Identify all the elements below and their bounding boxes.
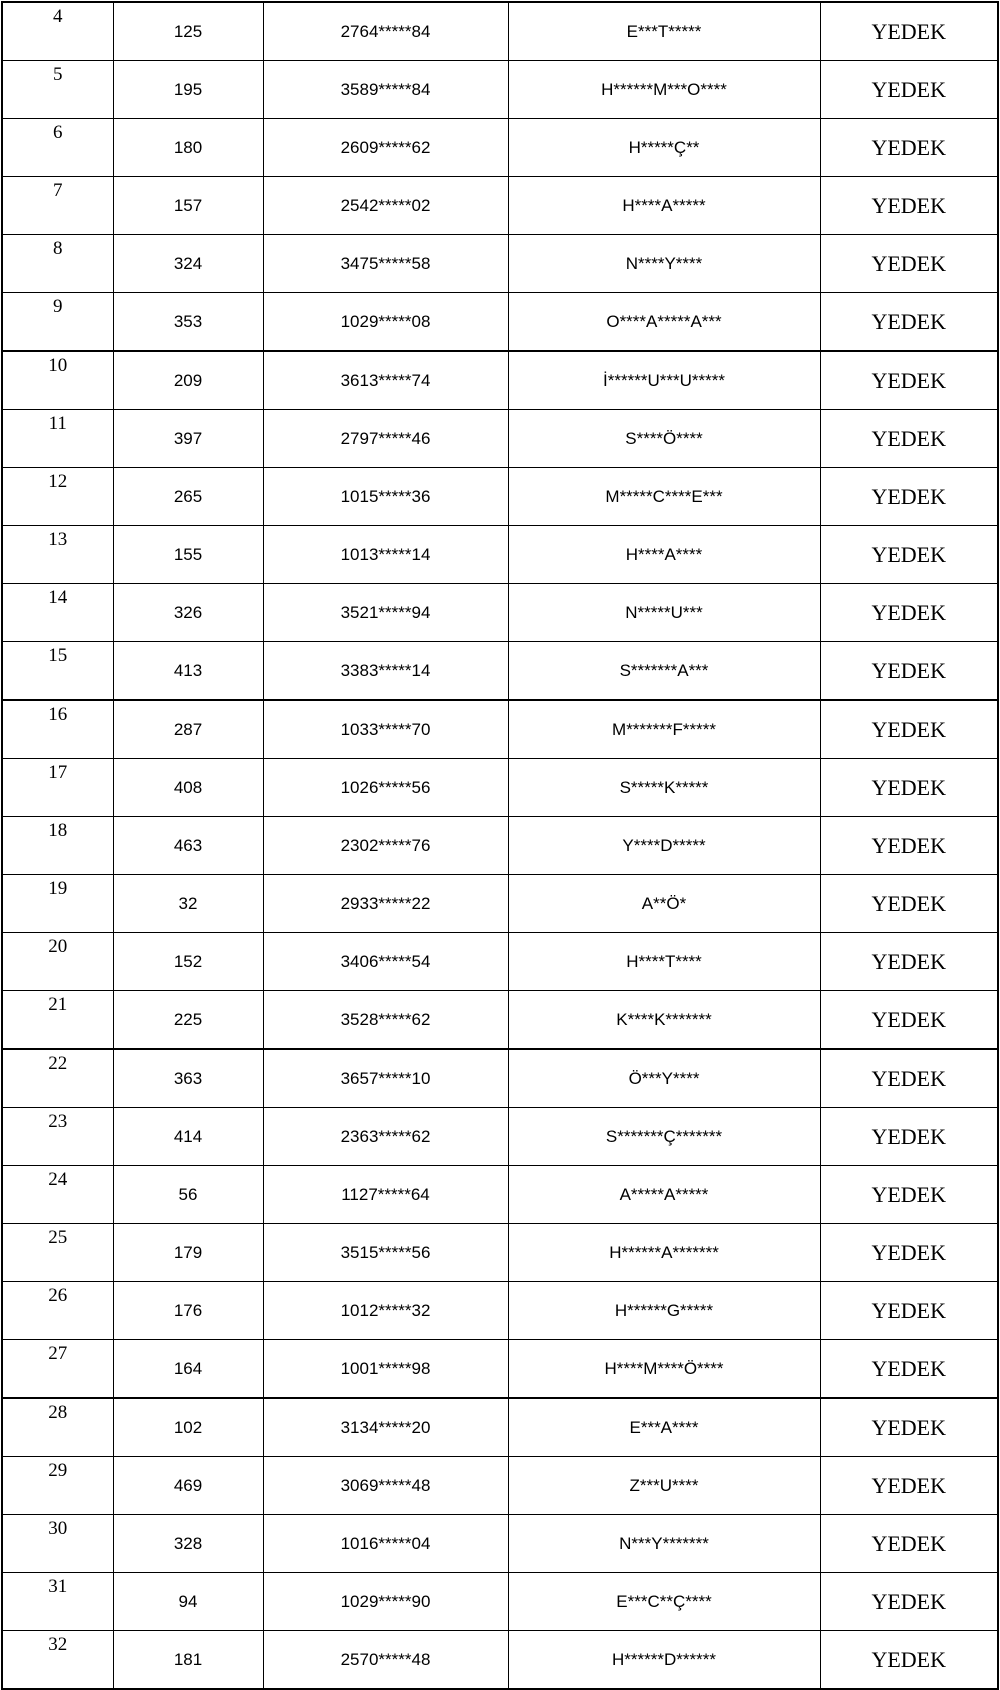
id-number-cell: 3069*****48 [263,1457,508,1515]
table-row [2,2,998,61]
masked-name-cell: H****A***** [508,177,820,235]
masked-name-cell: A*****A***** [508,1166,820,1224]
table-row [2,817,998,875]
application-number-cell: 179 [113,1224,263,1282]
application-number-cell: 157 [113,177,263,235]
application-number-cell: 152 [113,933,263,991]
table-row [2,177,998,235]
row-number-cell: 12 [2,468,113,526]
table-row [2,1457,998,1515]
id-number-cell: 3528*****62 [263,991,508,1050]
status-cell: YEDEK [820,875,998,933]
row-number-cell: 30 [2,1515,113,1573]
row-number-cell: 27 [2,1340,113,1399]
results-table-body [2,2,998,1689]
id-number-cell: 2609*****62 [263,119,508,177]
masked-name-cell: H******A******* [508,1224,820,1282]
table-row [2,61,998,119]
application-number-cell: 225 [113,991,263,1050]
id-number-cell: 3515*****56 [263,1224,508,1282]
application-number-cell: 195 [113,61,263,119]
status-cell: YEDEK [820,1340,998,1399]
status-cell: YEDEK [820,2,998,61]
row-number-cell: 9 [2,293,113,352]
application-number-cell: 326 [113,584,263,642]
status-cell: YEDEK [820,177,998,235]
table-row [2,875,998,933]
masked-name-cell: S*******Ç******* [508,1108,820,1166]
id-number-cell: 3521*****94 [263,584,508,642]
status-cell: YEDEK [820,1108,998,1166]
application-number-cell: 32 [113,875,263,933]
table-row [2,1340,998,1399]
status-cell: YEDEK [820,1282,998,1340]
masked-name-cell: H****T**** [508,933,820,991]
row-number-cell: 23 [2,1108,113,1166]
masked-name-cell: E***C**Ç**** [508,1573,820,1631]
row-number-cell: 7 [2,177,113,235]
masked-name-cell: H****A**** [508,526,820,584]
masked-name-cell: N*****U*** [508,584,820,642]
status-cell: YEDEK [820,1224,998,1282]
id-number-cell: 2363*****62 [263,1108,508,1166]
application-number-cell: 287 [113,700,263,759]
status-cell: YEDEK [820,1515,998,1573]
row-number-cell: 28 [2,1398,113,1457]
status-cell: YEDEK [820,1166,998,1224]
row-number-cell: 14 [2,584,113,642]
row-number-cell: 25 [2,1224,113,1282]
results-table [1,1,999,1690]
application-number-cell: 413 [113,642,263,701]
id-number-cell: 1026*****56 [263,759,508,817]
row-number-cell: 19 [2,875,113,933]
table-row [2,1282,998,1340]
row-number-cell: 17 [2,759,113,817]
application-number-cell: 463 [113,817,263,875]
application-number-cell: 176 [113,1282,263,1340]
table-row [2,235,998,293]
masked-name-cell: S*****K***** [508,759,820,817]
status-cell: YEDEK [820,1049,998,1108]
table-row [2,1398,998,1457]
application-number-cell: 328 [113,1515,263,1573]
id-number-cell: 2570*****48 [263,1631,508,1690]
id-number-cell: 2764*****84 [263,2,508,61]
masked-name-cell: S****Ö**** [508,410,820,468]
table-row [2,1515,998,1573]
table-row [2,759,998,817]
id-number-cell: 1029*****08 [263,293,508,352]
masked-name-cell: H******D****** [508,1631,820,1690]
status-cell: YEDEK [820,351,998,410]
id-number-cell: 2797*****46 [263,410,508,468]
row-number-cell: 15 [2,642,113,701]
status-cell: YEDEK [820,642,998,701]
id-number-cell: 2302*****76 [263,817,508,875]
masked-name-cell: M*******F***** [508,700,820,759]
masked-name-cell: M*****C****E*** [508,468,820,526]
table-row [2,1224,998,1282]
id-number-cell: 3657*****10 [263,1049,508,1108]
status-cell: YEDEK [820,235,998,293]
status-cell: YEDEK [820,61,998,119]
masked-name-cell: N***Y******* [508,1515,820,1573]
status-cell: YEDEK [820,584,998,642]
table-row [2,293,998,352]
id-number-cell: 1012*****32 [263,1282,508,1340]
row-number-cell: 29 [2,1457,113,1515]
row-number-cell: 20 [2,933,113,991]
table-row [2,119,998,177]
id-number-cell: 3383*****14 [263,642,508,701]
status-cell: YEDEK [820,293,998,352]
status-cell: YEDEK [820,933,998,991]
masked-name-cell: A**Ö* [508,875,820,933]
status-cell: YEDEK [820,759,998,817]
masked-name-cell: E***T***** [508,2,820,61]
application-number-cell: 414 [113,1108,263,1166]
application-number-cell: 102 [113,1398,263,1457]
row-number-cell: 22 [2,1049,113,1108]
id-number-cell: 2542*****02 [263,177,508,235]
id-number-cell: 1016*****04 [263,1515,508,1573]
application-number-cell: 209 [113,351,263,410]
table-row [2,700,998,759]
masked-name-cell: Z***U**** [508,1457,820,1515]
masked-name-cell: Y****D***** [508,817,820,875]
row-number-cell: 32 [2,1631,113,1690]
id-number-cell: 3134*****20 [263,1398,508,1457]
status-cell: YEDEK [820,1573,998,1631]
status-cell: YEDEK [820,991,998,1050]
id-number-cell: 1013*****14 [263,526,508,584]
masked-name-cell: H*****Ç** [508,119,820,177]
application-number-cell: 181 [113,1631,263,1690]
table-row [2,468,998,526]
row-number-cell: 6 [2,119,113,177]
masked-name-cell: H******G***** [508,1282,820,1340]
application-number-cell: 94 [113,1573,263,1631]
table-row [2,1166,998,1224]
application-number-cell: 469 [113,1457,263,1515]
row-number-cell: 13 [2,526,113,584]
masked-name-cell: İ******U***U***** [508,351,820,410]
masked-name-cell: Ö***Y**** [508,1049,820,1108]
table-row [2,1049,998,1108]
id-number-cell: 2933*****22 [263,875,508,933]
row-number-cell: 10 [2,351,113,410]
application-number-cell: 397 [113,410,263,468]
row-number-cell: 21 [2,991,113,1050]
masked-name-cell: H****M****Ö**** [508,1340,820,1399]
table-row [2,1573,998,1631]
id-number-cell: 1001*****98 [263,1340,508,1399]
id-number-cell: 3406*****54 [263,933,508,991]
application-number-cell: 56 [113,1166,263,1224]
row-number-cell: 5 [2,61,113,119]
status-cell: YEDEK [820,119,998,177]
status-cell: YEDEK [820,1631,998,1690]
table-row [2,991,998,1050]
table-row [2,1108,998,1166]
row-number-cell: 24 [2,1166,113,1224]
masked-name-cell: N****Y**** [508,235,820,293]
row-number-cell: 18 [2,817,113,875]
table-row [2,526,998,584]
id-number-cell: 3589*****84 [263,61,508,119]
status-cell: YEDEK [820,468,998,526]
application-number-cell: 324 [113,235,263,293]
status-cell: YEDEK [820,1398,998,1457]
row-number-cell: 8 [2,235,113,293]
table-row [2,410,998,468]
application-number-cell: 155 [113,526,263,584]
application-number-cell: 265 [113,468,263,526]
id-number-cell: 3613*****74 [263,351,508,410]
masked-name-cell: E***A**** [508,1398,820,1457]
status-cell: YEDEK [820,700,998,759]
application-number-cell: 353 [113,293,263,352]
table-row [2,933,998,991]
id-number-cell: 3475*****58 [263,235,508,293]
id-number-cell: 1033*****70 [263,700,508,759]
status-cell: YEDEK [820,526,998,584]
row-number-cell: 16 [2,700,113,759]
table-row [2,584,998,642]
table-row [2,351,998,410]
table-row [2,642,998,701]
id-number-cell: 1127*****64 [263,1166,508,1224]
id-number-cell: 1029*****90 [263,1573,508,1631]
masked-name-cell: K****K******* [508,991,820,1050]
application-number-cell: 363 [113,1049,263,1108]
application-number-cell: 408 [113,759,263,817]
status-cell: YEDEK [820,410,998,468]
table-row [2,1631,998,1690]
row-number-cell: 4 [2,2,113,61]
application-number-cell: 164 [113,1340,263,1399]
masked-name-cell: S*******A*** [508,642,820,701]
status-cell: YEDEK [820,1457,998,1515]
status-cell: YEDEK [820,817,998,875]
row-number-cell: 31 [2,1573,113,1631]
id-number-cell: 1015*****36 [263,468,508,526]
application-number-cell: 180 [113,119,263,177]
masked-name-cell: H******M***O**** [508,61,820,119]
row-number-cell: 26 [2,1282,113,1340]
masked-name-cell: O****A*****A*** [508,293,820,352]
row-number-cell: 11 [2,410,113,468]
application-number-cell: 125 [113,2,263,61]
